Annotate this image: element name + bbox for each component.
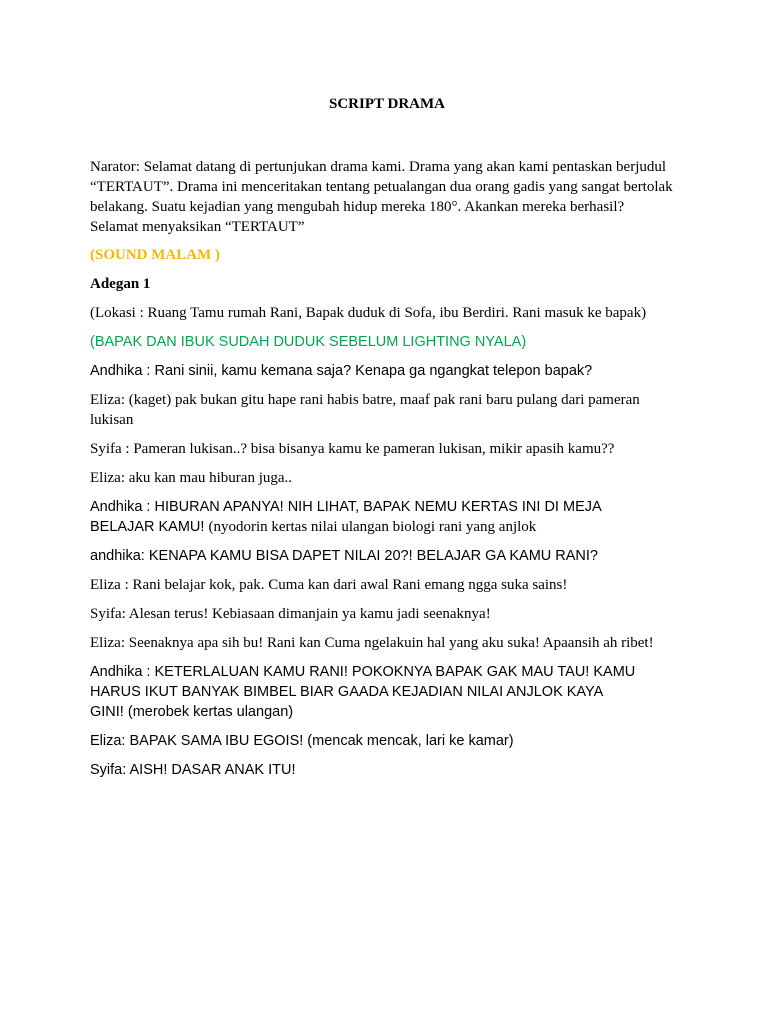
dialogue-text: Andhika : HIBURAN APANYA! NIH LIHAT, BAPAK NEMU KERTAS INI DI MEJA [90,499,602,515]
dialogue-line [90,468,680,488]
dialogue-text [90,517,680,537]
dialogue-text: Andhika : Rani sinii, kamu kemana saja? Kenapa ga ngangkat telepon bapak? [90,363,593,379]
dialogue-text: Syifa : Pameran lukisan..? bisa bisanya kamu ke pameran lukisan, mikir apasih kamu?? [90,441,615,457]
scene-heading: Adegan 1 [90,276,151,292]
sound-cue: (SOUND MALAM ) [90,247,220,263]
dialogue-line [90,760,680,780]
narator-paragraph [90,157,680,237]
narator-line: Selamat menyaksikan “TERTAUT” [90,219,305,235]
narator-line: “TERTAUT”. Drama ini menceritakan tentang petualangan dua orang gadis yang sangat bertolak [90,179,673,195]
dialogue-line [90,575,680,595]
dialogue-text: GINI! (merobek kertas ulangan) [90,704,294,720]
narator-line: belakang. Suatu kejadian yang mengubah hidup mereka 180°. Akankan mereka berhasil? [90,199,625,215]
dialogue-text: Syifa: AISH! DASAR ANAK ITU! [90,762,296,778]
dialogue-text-upper: BELAJAR KAMU! [90,519,209,535]
dialogue-text: lukisan [90,412,134,428]
dialogue-line [90,439,680,459]
narator-line: Narator: Selamat datang di pertunjukan drama kami. Drama yang akan kami pentaskan berjudul [90,159,667,175]
location-direction: (Lokasi : Ruang Tamu rumah Rani, Bapak duduk di Sofa, ibu Berdiri. Rani masuk ke bapak) [90,305,647,321]
dialogue-text: Eliza : Rani belajar kok, pak. Cuma kan dari awal Rani emang ngga suka sains! [90,577,568,593]
dialogue-text: Andhika : KETERLALUAN KAMU RANI! POKOKNYA BAPAK GAK MAU TAU! KAMU [90,664,636,680]
dialogue-line [90,731,680,751]
dialogue-line [90,546,680,566]
dialogue-text: Syifa: Alesan terus! Kebiasaan dimanjain ya kamu jadi seenaknya! [90,606,491,622]
document-page [90,94,680,789]
stage-direction: (nyodorin kertas nilai ulangan biologi rani yang anjlok [208,519,537,535]
lighting-cue: (BAPAK DAN IBUK SUDAH DUDUK SEBELUM LIGHTING NYALA) [90,334,527,350]
dialogue-line [90,497,680,537]
dialogue-line [90,633,680,653]
dialogue-text: andhika: KENAPA KAMU BISA DAPET NILAI 20?! BELAJAR GA KAMU RANI? [90,548,598,564]
dialogue-line [90,361,680,381]
dialogue-text: Eliza: (kaget) pak bukan gitu hape rani habis batre, maaf pak rani baru pulang dari pameran [90,392,640,408]
dialogue-line [90,662,680,722]
dialogue-line [90,604,680,624]
dialogue-text: HARUS IKUT BANYAK BIMBEL BIAR GAADA KEJADIAN NILAI ANJLOK KAYA [90,684,604,700]
dialogue-text: Eliza: Seenaknya apa sih bu! Rani kan Cuma ngelakuin hal yang aku suka! Apaansih ah ribet! [90,635,654,651]
dialogue-line [90,390,680,430]
document-title: SCRIPT DRAMA [329,96,445,112]
dialogue-text: Eliza: BAPAK SAMA IBU EGOIS! (mencak mencak, lari ke kamar) [90,733,514,749]
dialogue-text: Eliza: aku kan mau hiburan juga.. [90,470,293,486]
